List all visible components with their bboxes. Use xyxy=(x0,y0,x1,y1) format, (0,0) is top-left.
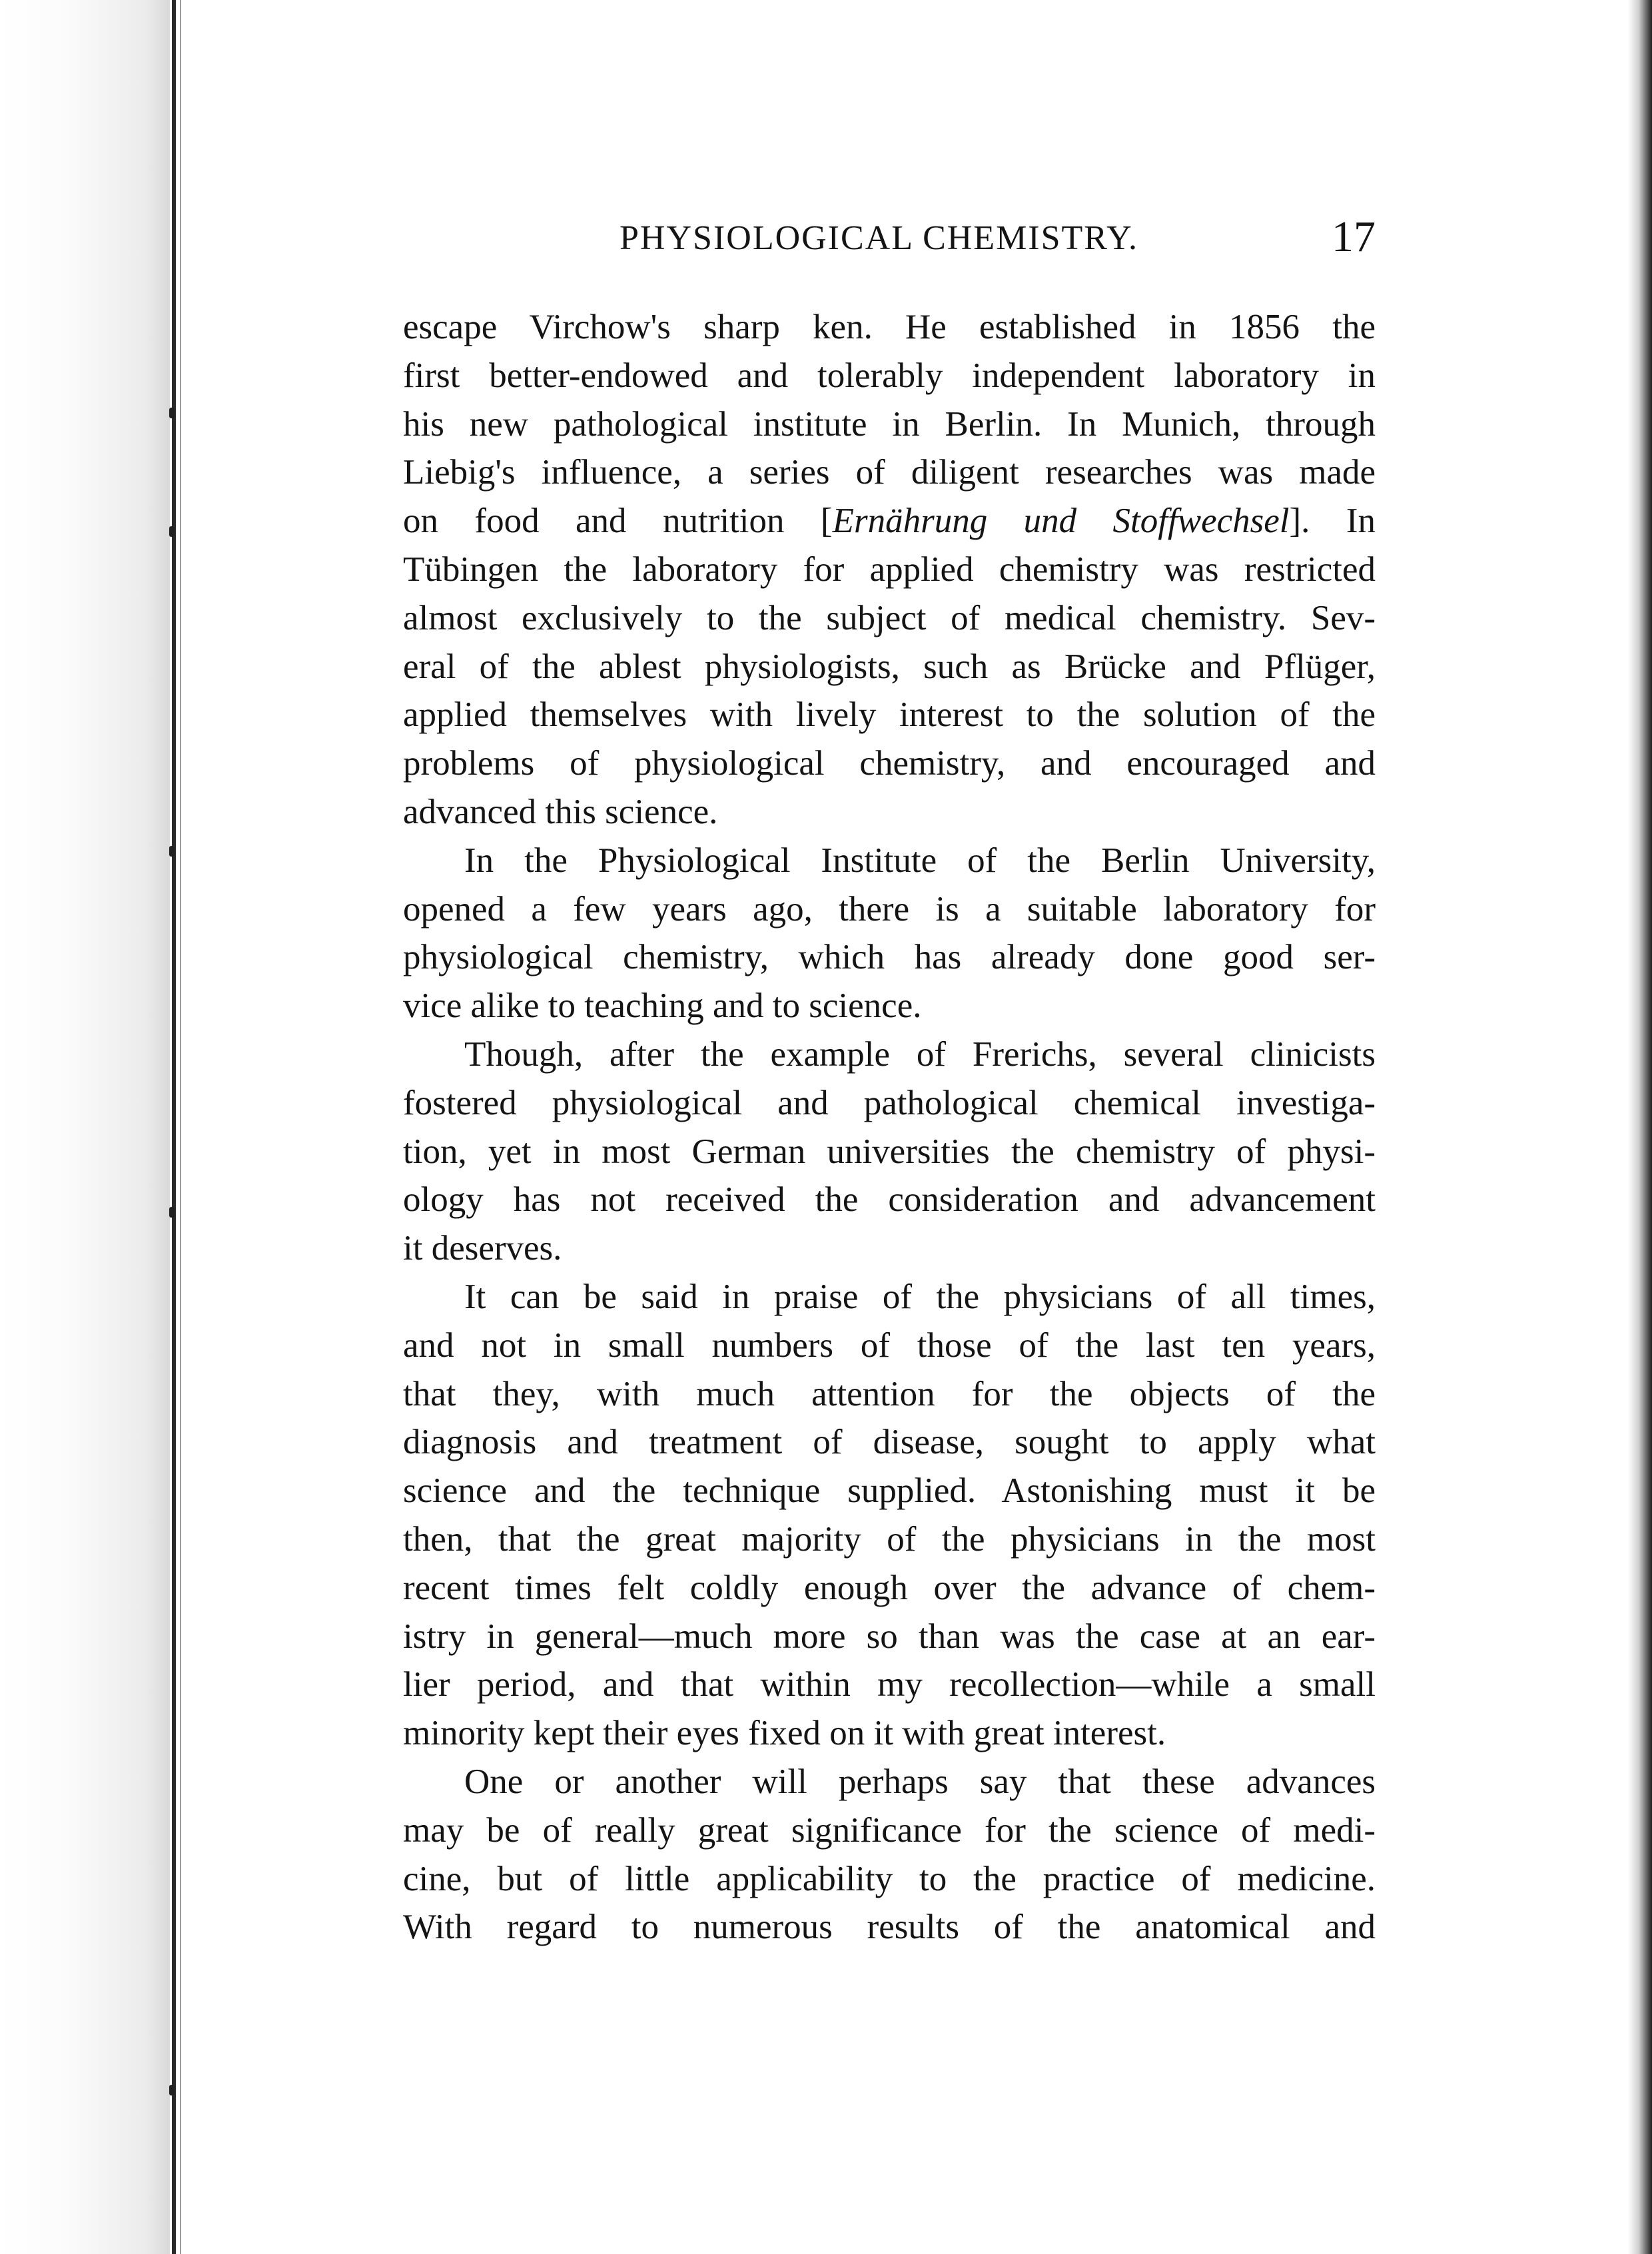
text-line: In the Physiological Institute of the Berlin University, xyxy=(464,841,1376,880)
text-line: may be of really great significance for the science of medi- xyxy=(403,1810,1376,1850)
text-line: science and the technique supplied. Astonishing must it be xyxy=(403,1471,1376,1511)
text-line: tion, yet in most German universities the chemistry of physi- xyxy=(403,1132,1376,1171)
text-run: on food and nutrition [ xyxy=(403,502,833,541)
text-line: istry in general—much more so than was the case at an ear- xyxy=(403,1617,1376,1656)
text-line: almost exclusively to the subject of medical chemistry. Sev- xyxy=(403,598,1376,637)
binding-mark xyxy=(169,408,175,418)
text-line: minority kept their eyes fixed on it with great interest. xyxy=(403,1714,1166,1753)
binding-mark xyxy=(169,1207,175,1218)
text-line: lier period, and that within my recollection—while a small xyxy=(403,1665,1376,1704)
text-line: ology has not received the consideration and advancement xyxy=(403,1180,1376,1220)
text-line: then, that the great majority of the physicians in the most xyxy=(403,1519,1376,1559)
text-line: recent times felt coldly enough over the advance of chem- xyxy=(403,1568,1376,1607)
italic-title: Ernährung und Stoffwechsel xyxy=(832,502,1290,541)
text-line: problems of physiological chemistry, and encouraged and xyxy=(403,744,1376,783)
binding-mark xyxy=(169,526,175,537)
text-line: Tübingen the laboratory for applied chemistry was restricted xyxy=(403,550,1376,589)
text-line: eral of the ablest physiologists, such as Brücke and Pflüger, xyxy=(403,647,1376,686)
binding-mark xyxy=(169,846,175,857)
text-line: first better-endowed and tolerably independent laboratory in xyxy=(403,356,1376,395)
text-line: advanced this science. xyxy=(403,792,718,831)
binding-edge xyxy=(172,0,176,2254)
text-line: diagnosis and treatment of disease, sought to apply what xyxy=(403,1423,1376,1462)
text-line: Though, after the example of Frerichs, several clinicists xyxy=(464,1034,1376,1074)
text-line: vice alike to teaching and to science. xyxy=(403,986,922,1026)
text-line: that they, with much attention for the objects of the xyxy=(403,1374,1376,1413)
page-number: 17 xyxy=(1332,212,1376,261)
text-line xyxy=(403,497,1376,546)
text-line: applied themselves with lively interest to the solution of the xyxy=(403,695,1376,735)
text-line: fostered physiological and pathological chemical investiga- xyxy=(403,1083,1376,1122)
text-line: cine, but of little applicability to the practice of medicine. xyxy=(403,1859,1376,1898)
text-line: opened a few years ago, there is a suitable laboratory for xyxy=(403,889,1376,929)
binding-mark xyxy=(169,2085,175,2095)
text-line: One or another will perhaps say that these advances xyxy=(464,1762,1376,1801)
text-line: Liebig's influence, a series of diligent researches was made xyxy=(403,453,1376,492)
binding-gutter xyxy=(0,0,170,2254)
text-line: and not in small numbers of those of the last ten years, xyxy=(403,1325,1376,1365)
text-line: his new pathological institute in Berlin. In Munich, through xyxy=(403,404,1376,444)
text-run: ]. In xyxy=(1289,502,1376,541)
page-header xyxy=(393,212,1376,265)
running-head: PHYSIOLOGICAL CHEMISTRY. xyxy=(620,219,1138,257)
page-right-edge xyxy=(1628,0,1652,2254)
text-line: It can be said in praise of the physicians of all times, xyxy=(464,1277,1376,1316)
body-text xyxy=(403,303,1376,1952)
binding-edge-inner xyxy=(180,0,181,2254)
text-line: escape Virchow's sharp ken. He established in 1856 the xyxy=(403,308,1376,346)
text-line: With regard to numerous results of the anatomical and xyxy=(403,1908,1376,1947)
text-line: physiological chemistry, which has already done good ser- xyxy=(403,938,1376,977)
text-line: it deserves. xyxy=(403,1229,562,1268)
